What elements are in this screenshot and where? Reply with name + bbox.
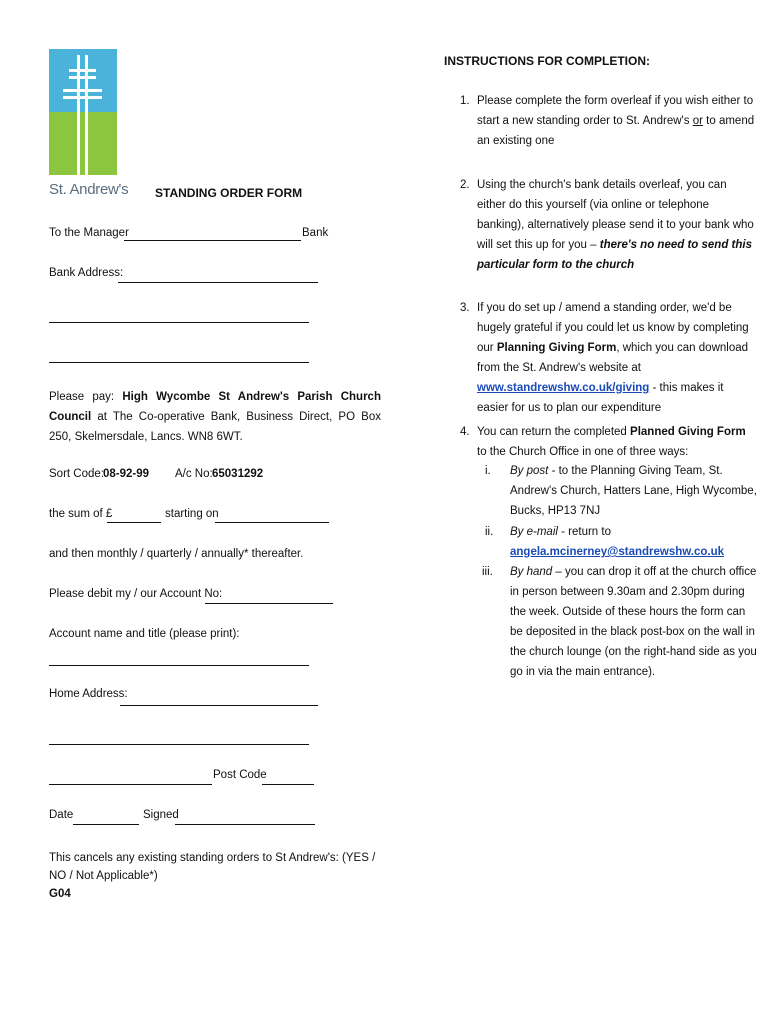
post-code-field[interactable] (262, 784, 314, 785)
instruction-item-2 (460, 175, 757, 275)
account-name-field[interactable] (49, 665, 309, 666)
post-code-label: Post Code (213, 769, 267, 781)
email-link[interactable]: angela.mcinerney@standrewshw.co.uk (510, 546, 725, 558)
sub-ii-number: ii. (485, 526, 494, 538)
cross-icon (49, 49, 117, 175)
church-logo (49, 49, 117, 175)
sub-i-number: i. (485, 465, 491, 477)
instruction-item-4 (460, 422, 757, 462)
sort-code-value: 08-92-99 (103, 468, 150, 480)
sub-iii-number: iii. (482, 566, 493, 578)
instructions-heading: INSTRUCTIONS FOR COMPLETION: (444, 54, 650, 68)
instruction-item-1 (460, 91, 757, 151)
sort-code-label: Sort Code: (49, 468, 104, 480)
item-3-form-name: Planning Giving Form (496, 342, 617, 354)
form-title: STANDING ORDER FORM (155, 186, 303, 200)
return-by-email (485, 522, 757, 562)
by-email-text: - return to (561, 526, 611, 538)
frequency-text: and then monthly / quarterly / annually* thereafter. (49, 548, 304, 560)
giving-website-link[interactable]: www.standrewshw.co.uk/giving (477, 382, 650, 394)
sum-field[interactable] (107, 522, 161, 523)
item-1-text-b: to amend an existing one (477, 115, 755, 147)
item-1-number: 1. (460, 95, 470, 107)
item-2-number: 2. (460, 179, 470, 191)
item-3-number: 3. (460, 302, 470, 314)
home-address-field-3[interactable] (49, 784, 212, 785)
bank-address-field-1[interactable] (118, 282, 318, 283)
item-3-text-c: - this makes it easier for us to plan our expenditure (477, 382, 724, 414)
return-by-hand (482, 562, 757, 682)
at-word: at (97, 411, 107, 423)
instruction-item-3 (460, 298, 757, 418)
bank-label: Bank (302, 227, 329, 239)
manager-field[interactable] (124, 240, 301, 241)
signed-label: Signed (143, 809, 179, 821)
item-1-or: or (692, 115, 703, 127)
bank-address-label: Bank Address: (49, 267, 124, 279)
bank-line: The Co-operative Bank, Business Direct, PO Box 250, Skelmersdale, Lancs. WN8 6WT. (49, 411, 381, 443)
home-address-field-1[interactable] (120, 705, 318, 706)
bank-address-field-2[interactable] (49, 322, 309, 323)
item-2-text-a: Using the church's bank details overleaf, you can either do this yourself (via online or telephone banking), alternatively please send it to your bank who will set this up for you – (477, 179, 754, 251)
logo-name: St. Andrew's (49, 181, 129, 198)
item-2-text-b: there's no need to send this particular form to the church (477, 239, 752, 271)
by-hand-text: – you can drop it off at the church office in person between 9.30am and 2.30pm during the week. Outside of these hours the form can be deposited in the black post-box on the wall in the church lounge (on the right-hand side as you go in via the main entrance). (510, 566, 757, 678)
ac-no-label: A/c No: (175, 468, 213, 480)
return-by-post (485, 461, 757, 521)
date-label: Date (49, 809, 74, 821)
start-date-field[interactable] (215, 522, 329, 523)
starting-on-label: starting on (165, 508, 219, 520)
signature-field[interactable] (175, 824, 315, 825)
item-3-text-b: , which you can download from the St. Andrew's website at (477, 342, 749, 374)
to-manager-label: To the Manager (49, 227, 129, 239)
debit-label: Please debit my / our Account No: (49, 588, 223, 600)
by-post-text: - to the Planning Giving Team, St. Andrew's Church, Hatters Lane, High Wycombe, Bucks, HP13 7NJ (510, 465, 757, 517)
sum-label: the sum of £ (49, 508, 113, 520)
please-pay-label: Please pay: (49, 391, 115, 403)
account-no-field[interactable] (205, 603, 333, 604)
please-pay-paragraph (49, 387, 381, 447)
item-4-number: 4. (460, 426, 470, 438)
home-address-field-2[interactable] (49, 744, 309, 745)
item-3-text-a: If you do set up / amend a standing order, we'd be hugely grateful if you could let us know by completing our (477, 302, 749, 354)
by-email-label: By e-mail (510, 526, 558, 538)
item-4-text-a: You can return the completed (477, 426, 627, 438)
item-4-form-name: Planned Giving Form (630, 426, 746, 438)
item-4-text-b: to the Church Office in one of three ways: (477, 446, 689, 458)
date-field[interactable] (73, 824, 139, 825)
by-hand-label: By hand (510, 566, 553, 578)
item-1-text-a: Please complete the form overleaf if you wish either to start a new standing order to St. Andrew's (477, 95, 754, 127)
form-code: G04 (49, 888, 71, 900)
ac-no-value: 65031292 (212, 468, 264, 480)
account-name-label: Account name and title (please print): (49, 628, 240, 640)
by-post-label: By post (510, 465, 549, 477)
home-address-label: Home Address: (49, 688, 128, 700)
payee-name: High Wycombe St Andrew's Parish Church Council (49, 391, 381, 423)
cancels-text: This cancels any existing standing orders to St Andrew's: (YES / NO / Not Applicable*) (49, 852, 376, 882)
bank-address-field-3[interactable] (49, 362, 309, 363)
